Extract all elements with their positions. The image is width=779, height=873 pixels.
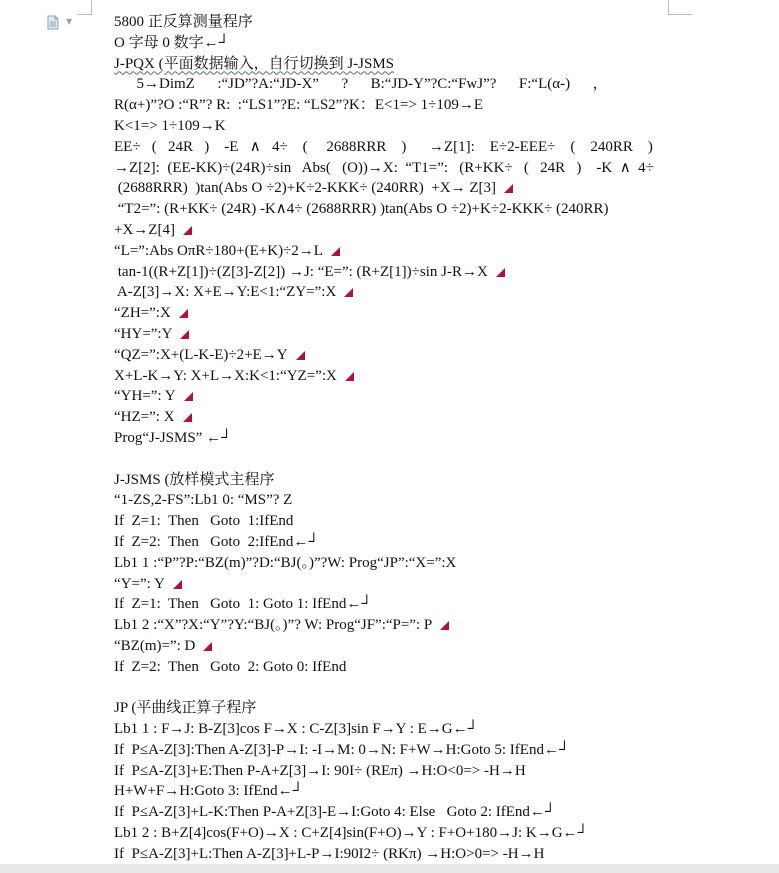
doc-line: Lb1 1 : F→J: B-Z[3]cos F→X : C-Z[3]sin F→Y : E→G←┘ [114, 721, 479, 738]
line-text: X+L-K→Y: X+L→X:K<1:“YZ=”:X [114, 367, 337, 384]
doc-line: If Z=1: Then Goto 1:IfEnd [114, 513, 294, 530]
line-text: “HY=”:Y [114, 325, 173, 342]
doc-line: If Z=2: Then Goto 2: Goto 0: IfEnd [114, 658, 347, 675]
paragraph-gap [114, 449, 774, 470]
doc-line-marked [114, 241, 774, 262]
line-text: “BZ(m)=”: D [114, 637, 196, 654]
triangle-marker-icon [203, 642, 212, 651]
line-text: “YH=”: Y [114, 388, 176, 405]
doc-line-marked [114, 366, 774, 387]
doc-line: →Z[2]: (EE-KK)÷(24R)÷sin Abs( (O))→X: “T1=”: (R+KK÷ ( 24R ) -K ∧ 4÷ [114, 159, 654, 176]
doc-line: Lb1 2 : B+Z[4]cos(F+O)→X : C+Z[4]sin(F+O)→Y : F+O+180→J: K→G←┘ [114, 825, 589, 842]
line-text: “HZ=”: X [114, 409, 175, 426]
doc-line: 5→DimZ :“JD”?A:“JD-X” ? B:“JD-Y”?C:“FwJ”? F:“L(α-) ， [114, 76, 608, 93]
doc-line-marked [114, 324, 774, 345]
doc-line: If Z=2: Then Goto 2:IfEnd←┘ [114, 533, 320, 550]
doc-line-marked [114, 178, 774, 199]
dropdown-caret-icon[interactable]: ▼ [66, 17, 73, 26]
triangle-marker-icon [179, 309, 188, 318]
doc-line: J-JSMS (放样模式主程序 [114, 471, 275, 488]
line-text: (2688RRR) )tan(Abs O ÷2)+K÷2-KKK÷ (240RR) +X→ Z[3] [114, 180, 496, 197]
doc-line-marked [114, 574, 774, 595]
triangle-marker-icon [183, 226, 192, 235]
crop-mark [91, 0, 92, 14]
doc-line: 5800 正反算测量程序 [114, 14, 253, 30]
line-text: “ZH=”:X [114, 305, 171, 322]
doc-line-marked [114, 262, 774, 283]
doc-line: If P≤A-Z[3]+L:Then A-Z[3]+L-P→I:90I2÷ (RKπ) →H:O>0=> -H→H [114, 845, 545, 862]
doc-line: Lb1 1 :“P”?P:“BZ(m)”?D:“BJ(。)”?W: Prog“JP”:“X=”:X [114, 554, 457, 571]
triangle-marker-icon [180, 330, 189, 339]
triangle-marker-icon [296, 351, 305, 360]
doc-line: JP (平曲线正算子程序 [114, 700, 257, 717]
doc-line-marked [114, 636, 774, 657]
triangle-marker-icon [344, 288, 353, 297]
triangle-marker-icon [173, 580, 182, 589]
line-text: tan-1((R+Z[1])÷(Z[3]-Z[2]) →J: “E=”: (R+Z[1])÷sin J-R→X [114, 263, 488, 280]
line-text: +X→Z[4] [114, 221, 175, 238]
crop-mark [77, 14, 92, 15]
doc-line: If P≤A-Z[3]+L-K:Then P-A+Z[3]-E→I:Goto 4: Else Goto 2: IfEnd←┘ [114, 804, 556, 821]
doc-line: If P≤A-Z[3]:Then A-Z[3]-P→I: -I→M: 0→N: F+W→H:Goto 5: IfEnd←┘ [114, 741, 570, 758]
triangle-marker-icon [331, 247, 340, 256]
triangle-marker-icon [496, 268, 505, 277]
doc-line: “1-ZS,2-FS”:Lb1 0: “MS”? Z [114, 492, 293, 509]
triangle-marker-icon [345, 372, 354, 381]
paragraph-gap [114, 678, 774, 699]
doc-line: R(α+)”?O :“R”? R: :“LS1”?E: “LS2”?K：E<1=> 1÷109→E [114, 97, 484, 114]
line-text: “L=”:Abs OπR÷180+(E+K)÷2→L [114, 242, 323, 259]
doc-line: K<1=> 1÷109→K [114, 117, 226, 134]
doc-line: “T2=”: (R+KK÷ (24R) -K∧4÷ (2688RRR) )tan(Abs O ÷2)+K÷2-KKK÷ (240RR) [114, 201, 609, 218]
line-text: “QZ=”:X+(L-K-E)÷2+E→Y [114, 346, 288, 363]
doc-line: H+W+F→H:Goto 3: IfEnd←┘ [114, 783, 304, 800]
line-text: A-Z[3]→X: X+E→Y:E<1:“ZY=”:X [114, 284, 337, 301]
line-text: Lb1 2 :“X”?X:“Y”?Y:“BJ(。)”? W: Prog“JF”:“P=”: P [114, 617, 433, 634]
doc-line-marked [114, 407, 774, 428]
doc-line-marked [114, 386, 774, 407]
triangle-marker-icon [183, 413, 192, 422]
doc-line-marked [114, 345, 774, 366]
doc-line-marked [114, 282, 774, 303]
document-body [114, 12, 774, 865]
doc-line-marked [114, 615, 774, 636]
doc-line: Prog“J-JSMS” ←┘ [114, 429, 232, 446]
doc-line-marked [114, 303, 774, 324]
doc-line-marked [114, 220, 774, 241]
doc-line: J-PQX (平面数据输入，自行切换到 J-JSMS [114, 55, 395, 72]
document-icon[interactable] [47, 15, 59, 30]
page-bottom-gutter [0, 864, 779, 873]
triangle-marker-icon [440, 621, 449, 630]
doc-line: If P≤A-Z[3]+E:Then P-A+Z[3]→I: 90I÷ (REπ) →H:O<0=> -H→H [114, 762, 526, 779]
line-text: “Y=”: Y [114, 575, 165, 592]
triangle-marker-icon [184, 392, 193, 401]
doc-line: O 字母 0 数字←┘ [114, 34, 230, 51]
doc-line: EE÷ ( 24R ) -E ∧ 4÷ ( 2688RRR ) →Z[1]: E÷2-EEE÷ ( 240RR ) [114, 138, 653, 155]
doc-line: If Z=1: Then Goto 1: Goto 1: IfEnd←┘ [114, 596, 372, 613]
triangle-marker-icon [504, 184, 513, 193]
